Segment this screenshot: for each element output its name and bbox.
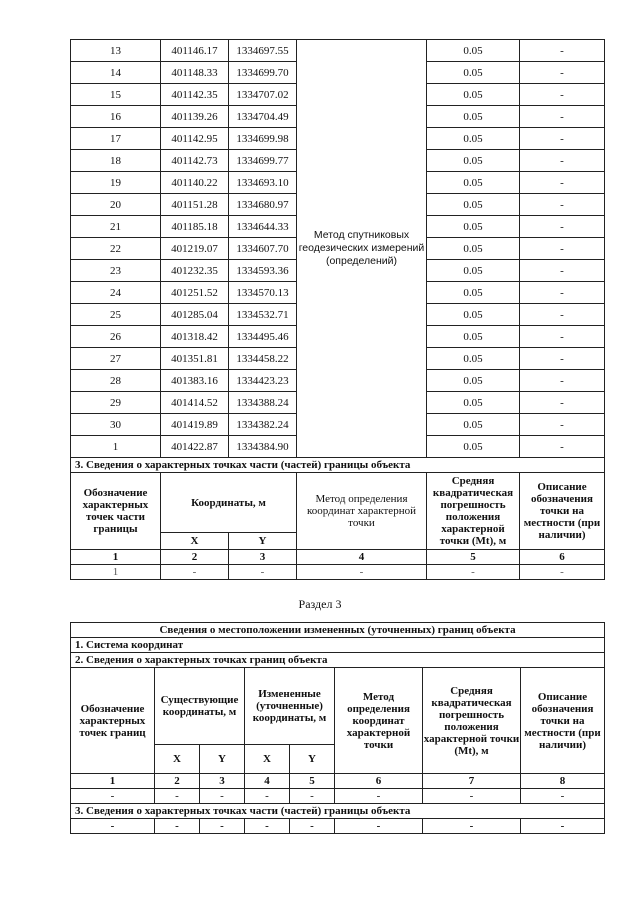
coord-y: 1334570.13	[229, 282, 297, 304]
accuracy: 0.05	[427, 172, 520, 194]
accuracy: 0.05	[427, 84, 520, 106]
point-number: 22	[71, 238, 161, 260]
point-number: 25	[71, 304, 161, 326]
accuracy: 0.05	[427, 348, 520, 370]
cell: -	[521, 789, 605, 804]
coord-y: 1334699.98	[229, 128, 297, 150]
cell: -	[335, 789, 423, 804]
point-number: 15	[71, 84, 161, 106]
coord-x: 401142.95	[161, 128, 229, 150]
accuracy: 0.05	[427, 282, 520, 304]
header-accuracy: Средняя квадратическая погрешность положения характерной точки (Mt), м	[423, 668, 521, 774]
coord-y: 1334423.23	[229, 370, 297, 392]
section-part-points: 3. Сведения о характерных точках части (частей) границы объекта	[71, 804, 605, 819]
coord-x: 401151.28	[161, 194, 229, 216]
coord-x: 401142.73	[161, 150, 229, 172]
point-number: 29	[71, 392, 161, 414]
accuracy: 0.05	[427, 326, 520, 348]
accuracy: 0.05	[427, 414, 520, 436]
description: -	[520, 194, 605, 216]
coord-y: 1334699.70	[229, 62, 297, 84]
header-x: X	[161, 533, 229, 550]
description: -	[520, 62, 605, 84]
description: -	[520, 304, 605, 326]
description: -	[520, 150, 605, 172]
point-number: 21	[71, 216, 161, 238]
header-y: Y	[290, 745, 335, 774]
cell: -	[229, 565, 297, 580]
header-row	[71, 473, 605, 533]
col-num: 1	[71, 550, 161, 565]
point-number: 28	[71, 370, 161, 392]
header-description: Описание обозначения точки на местности (при наличии)	[521, 668, 605, 774]
col-num: 1	[71, 774, 155, 789]
changed-borders-table	[70, 622, 605, 834]
accuracy: 0.05	[427, 216, 520, 238]
coordinates-table-body	[71, 40, 605, 458]
coord-x: 401140.22	[161, 172, 229, 194]
coordinates-table	[70, 39, 605, 580]
cell: -	[155, 819, 200, 834]
accuracy: 0.05	[427, 106, 520, 128]
description: -	[520, 106, 605, 128]
col-num: 6	[520, 550, 605, 565]
header-accuracy: Средняя квадратическая погрешность положения характерной точки (Mt), м	[427, 473, 520, 550]
col-num: 5	[290, 774, 335, 789]
coord-x: 401232.35	[161, 260, 229, 282]
description: -	[520, 436, 605, 458]
cell: -	[290, 819, 335, 834]
cell: -	[245, 819, 290, 834]
coord-x: 401414.52	[161, 392, 229, 414]
cell: -	[335, 819, 423, 834]
cell: -	[423, 819, 521, 834]
coord-y: 1334388.24	[229, 392, 297, 414]
col-num: 2	[161, 550, 229, 565]
point-number: 23	[71, 260, 161, 282]
table-title: Сведения о местоположении измененных (уточненных) границ объекта	[71, 623, 605, 638]
accuracy: 0.05	[427, 62, 520, 84]
table-row	[71, 40, 605, 62]
accuracy: 0.05	[427, 370, 520, 392]
col-num: 4	[297, 550, 427, 565]
description: -	[520, 172, 605, 194]
description: -	[520, 260, 605, 282]
cell: -	[427, 565, 520, 580]
header-y: Y	[200, 745, 245, 774]
point-number: 24	[71, 282, 161, 304]
accuracy: 0.05	[427, 436, 520, 458]
description: -	[520, 40, 605, 62]
coord-x: 401148.33	[161, 62, 229, 84]
accuracy: 0.05	[427, 150, 520, 172]
accuracy: 0.05	[427, 304, 520, 326]
header-coords: Координаты, м	[161, 473, 297, 533]
header-x: X	[155, 745, 200, 774]
coord-y: 1334607.70	[229, 238, 297, 260]
point-number: 1	[71, 436, 161, 458]
coord-y: 1334707.02	[229, 84, 297, 106]
title-row	[71, 623, 605, 638]
description: -	[520, 84, 605, 106]
cell: -	[71, 789, 155, 804]
data-row	[71, 565, 605, 580]
accuracy: 0.05	[427, 194, 520, 216]
col-num: 8	[521, 774, 605, 789]
coord-x: 401422.87	[161, 436, 229, 458]
cell: 1	[71, 565, 161, 580]
coord-y: 1334697.55	[229, 40, 297, 62]
description: -	[520, 282, 605, 304]
cell: -	[521, 819, 605, 834]
header-method: Метод определения координат характерной точки	[297, 473, 427, 550]
description: -	[520, 370, 605, 392]
accuracy: 0.05	[427, 392, 520, 414]
coord-x: 401351.81	[161, 348, 229, 370]
col-num: 4	[245, 774, 290, 789]
coord-y: 1334532.71	[229, 304, 297, 326]
header-designation: Обозначение характерных точек границ	[71, 668, 155, 774]
header-x: X	[245, 745, 290, 774]
coord-y: 1334495.46	[229, 326, 297, 348]
coord-x: 401142.35	[161, 84, 229, 106]
accuracy: 0.05	[427, 128, 520, 150]
coord-y: 1334593.36	[229, 260, 297, 282]
description: -	[520, 392, 605, 414]
coord-y: 1334382.24	[229, 414, 297, 436]
header-y: Y	[229, 533, 297, 550]
accuracy: 0.05	[427, 40, 520, 62]
header-changed: Измененные (уточненные) координаты, м	[245, 668, 335, 745]
cell: -	[161, 565, 229, 580]
description: -	[520, 128, 605, 150]
point-number: 13	[71, 40, 161, 62]
col-num: 7	[423, 774, 521, 789]
coord-x: 401285.04	[161, 304, 229, 326]
point-number: 26	[71, 326, 161, 348]
section-row	[71, 804, 605, 819]
header-designation: Обозначение характерных точек части границы	[71, 473, 161, 550]
coord-x: 401139.26	[161, 106, 229, 128]
col-num: 3	[200, 774, 245, 789]
description: -	[520, 348, 605, 370]
coord-x: 401419.89	[161, 414, 229, 436]
cell: -	[200, 819, 245, 834]
point-number: 19	[71, 172, 161, 194]
cell: -	[155, 789, 200, 804]
point-number: 16	[71, 106, 161, 128]
coord-y: 1334680.97	[229, 194, 297, 216]
coord-y: 1334704.49	[229, 106, 297, 128]
coord-y: 1334693.10	[229, 172, 297, 194]
point-number: 18	[71, 150, 161, 172]
cell: -	[200, 789, 245, 804]
point-number: 30	[71, 414, 161, 436]
coord-x: 401146.17	[161, 40, 229, 62]
accuracy: 0.05	[427, 260, 520, 282]
section-row	[71, 458, 605, 473]
data-row	[71, 789, 605, 804]
coord-x: 401383.16	[161, 370, 229, 392]
column-numbers-row	[71, 550, 605, 565]
cell: -	[71, 819, 155, 834]
accuracy: 0.05	[427, 238, 520, 260]
col-num: 2	[155, 774, 200, 789]
header-row	[71, 668, 605, 745]
header-existing: Существующие координаты, м	[155, 668, 245, 745]
coord-y: 1334384.90	[229, 436, 297, 458]
point-number: 27	[71, 348, 161, 370]
section-coord-system: 1. Система координат	[71, 638, 605, 653]
col-num: 6	[335, 774, 423, 789]
section-points: 2. Сведения о характерных точках границ объекта	[71, 653, 605, 668]
coord-y: 1334699.77	[229, 150, 297, 172]
point-number: 17	[71, 128, 161, 150]
coord-x: 401251.52	[161, 282, 229, 304]
point-number: 20	[71, 194, 161, 216]
coord-y: 1334458.22	[229, 348, 297, 370]
coord-x: 401219.07	[161, 238, 229, 260]
data-row	[71, 819, 605, 834]
column-numbers-row	[71, 774, 605, 789]
section-title: 3. Сведения о характерных точках части (частей) границы объекта	[71, 458, 605, 473]
col-num: 3	[229, 550, 297, 565]
description: -	[520, 326, 605, 348]
description: -	[520, 414, 605, 436]
section-heading: Раздел 3	[298, 597, 342, 611]
description: -	[520, 238, 605, 260]
cell: -	[245, 789, 290, 804]
header-method: Метод определения координат характерной точки	[335, 668, 423, 774]
section-row	[71, 653, 605, 668]
cell: -	[297, 565, 427, 580]
cell: -	[423, 789, 521, 804]
point-number: 14	[71, 62, 161, 84]
method-cell: Метод спутниковых геодезических измерений (определений)	[297, 40, 427, 458]
coord-x: 401318.42	[161, 326, 229, 348]
col-num: 5	[427, 550, 520, 565]
section-row	[71, 638, 605, 653]
cell: -	[290, 789, 335, 804]
cell: -	[520, 565, 605, 580]
coord-y: 1334644.33	[229, 216, 297, 238]
header-description: Описание обозначения точки на местности (при наличии)	[520, 473, 605, 550]
description: -	[520, 216, 605, 238]
coord-x: 401185.18	[161, 216, 229, 238]
